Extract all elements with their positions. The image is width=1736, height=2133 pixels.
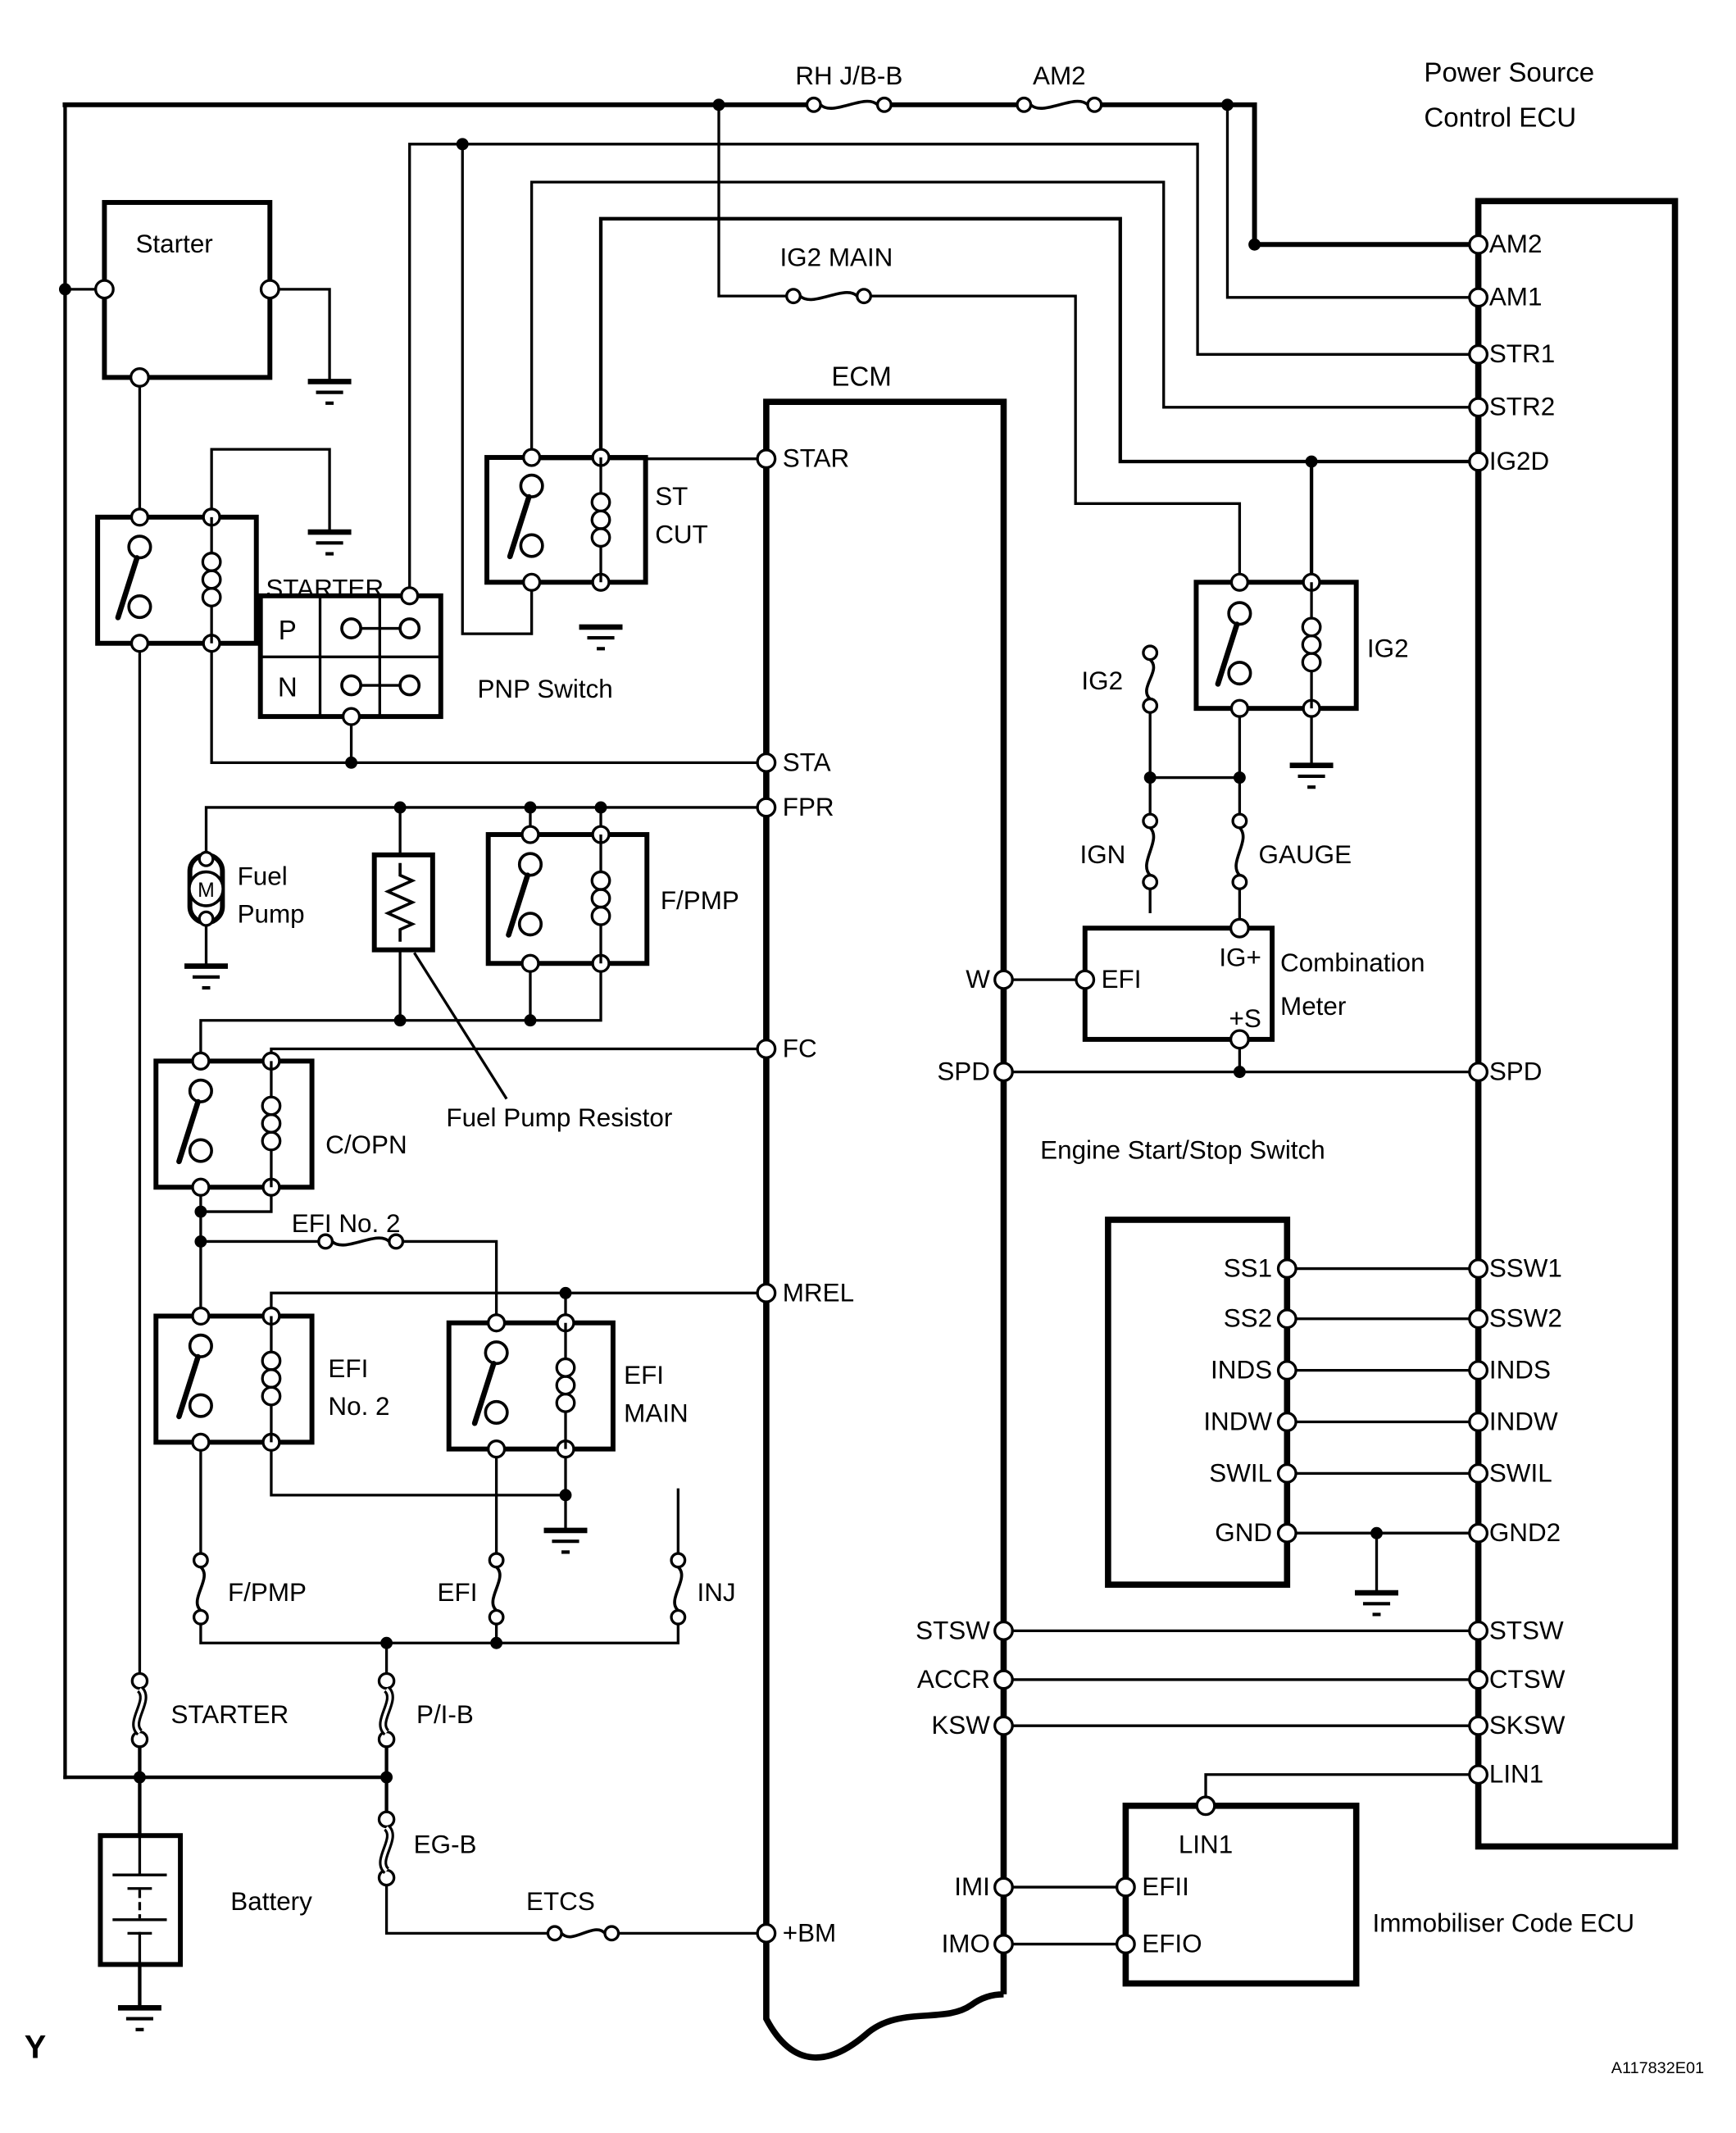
wire-engine-switch: [1287, 1269, 1478, 1590]
wire-ig2-main-feed: [719, 105, 1239, 582]
ecu-pin-am2: AM2: [1488, 230, 1543, 259]
fuel-pump-label-2: Pump: [237, 899, 305, 929]
ecm-pin-accr: ACCR: [916, 1664, 990, 1694]
fuse-f-pmp: [194, 1553, 307, 1624]
st-cut-relay: [487, 449, 708, 590]
starter-relay-label: STARTER: [266, 574, 384, 603]
fuel-pump-label-1: Fuel: [237, 862, 288, 891]
ecm-pin-w: W: [966, 965, 990, 994]
ground-ig2-coil: [1290, 766, 1334, 787]
ecu-pin-lin1: LIN1: [1488, 1759, 1544, 1789]
ecm-pin-imo: IMO: [941, 1929, 990, 1958]
fuse-ig2: [1081, 646, 1157, 712]
ecm-pin-fc: FC: [782, 1034, 817, 1063]
efi-no2-relay: [156, 1308, 389, 1451]
resistor-pointer-line: [415, 954, 506, 1098]
ecu-pin-am1: AM1: [1488, 282, 1543, 312]
ig2-relay-label: IG2: [1366, 634, 1409, 663]
fuse-efi-label: EFI: [437, 1577, 478, 1607]
fuse-am2: [1017, 61, 1102, 111]
switch-pin-gnd: GND: [1215, 1518, 1273, 1548]
fuse-f-pmp-label: F/PMP: [227, 1577, 307, 1607]
junction-dots: [59, 98, 1383, 1783]
ecm-title: ECM: [831, 362, 892, 393]
engine-switch-title: Engine Start/Stop Switch: [1040, 1135, 1325, 1165]
ground-engine-switch: [1355, 1593, 1398, 1614]
fusible-link-pib-label: P/I-B: [416, 1699, 474, 1729]
switch-pin-inds: INDS: [1211, 1355, 1273, 1385]
fuse-rh-jb-label: RH J/B-B: [795, 61, 903, 91]
wire-am1-branch: [1227, 105, 1478, 298]
fuse-rh-jb: [795, 61, 902, 111]
ecu-pin-str2: STR2: [1488, 392, 1556, 421]
starter-box: [96, 202, 279, 386]
f-pmp-relay-label: F/PMP: [660, 886, 739, 916]
immo-pin-efio: EFIO: [1142, 1929, 1202, 1958]
immo-pin-lin1: LIN1: [1178, 1830, 1234, 1859]
wire-ig2-relay-output: [1150, 706, 1311, 928]
ecm-box: [766, 362, 1004, 2058]
fuel-pump-resistor-label: Fuel Pump Resistor: [446, 1103, 673, 1132]
fusible-link-pib: [379, 1673, 473, 1746]
ecm-pin-imi: IMI: [954, 1872, 990, 1902]
immobiliser-box: [1117, 1797, 1634, 1984]
pnp-switch: [261, 588, 613, 725]
fusible-link-starter: [132, 1673, 289, 1746]
efi-main-relay-label-2: MAIN: [624, 1399, 688, 1428]
pnp-switch-label: PNP Switch: [477, 674, 613, 703]
immo-pin-efii: EFII: [1142, 1872, 1189, 1902]
ecm-pin-fpr: FPR: [782, 792, 834, 821]
st-cut-relay-label-2: CUT: [655, 520, 708, 549]
ground-starter-motor: [308, 381, 352, 402]
fuse-ign: [1080, 814, 1157, 889]
ecu-pin-ssw1: SSW1: [1488, 1253, 1562, 1283]
ecu-pin-ssw2: SSW2: [1488, 1303, 1562, 1333]
ecu-pin-ctsw: CTSW: [1488, 1664, 1566, 1694]
fuse-gauge: [1233, 814, 1352, 889]
ecm-pin-spd: SPD: [937, 1057, 990, 1086]
ecu-pin-stsw: STSW: [1488, 1616, 1564, 1645]
engine-start-stop-switch: [1040, 1136, 1325, 1585]
c-opn-relay: [156, 1053, 407, 1195]
power-ecu-title-1: Power Source: [1424, 57, 1595, 89]
ecu-pin-swil: SWIL: [1488, 1458, 1552, 1488]
c-opn-relay-label: C/OPN: [325, 1130, 407, 1159]
switch-pin-indw: INDW: [1203, 1407, 1273, 1436]
page-marker: Y: [24, 2029, 47, 2066]
wire-copn-chain: [201, 1187, 497, 1322]
meter-pin-efi: EFI: [1101, 965, 1142, 994]
ecu-pin-indw: INDW: [1488, 1407, 1558, 1436]
ecu-pin-ig2d: IG2D: [1488, 446, 1550, 475]
combination-meter: [1076, 919, 1425, 1048]
combination-meter-label-1: Combination: [1280, 948, 1425, 978]
fusible-link-egb-label: EG-B: [413, 1830, 477, 1859]
switch-pin-swil: SWIL: [1209, 1458, 1273, 1488]
ecm-pin-mrel: MREL: [782, 1278, 855, 1308]
meter-pin-ig-plus: IG+: [1219, 943, 1261, 972]
power-ecu-box: [1424, 58, 1675, 1847]
pnp-p-label: P: [278, 615, 297, 646]
battery: [100, 1835, 312, 1964]
fusible-link-egb: [379, 1812, 476, 1885]
efi-no2-relay-label-2: No. 2: [328, 1392, 390, 1421]
wire-fc-bus: [201, 963, 766, 1061]
fuse-inj: [671, 1553, 736, 1624]
efi-main-relay: [449, 1315, 688, 1458]
ecm-pins: [757, 444, 1012, 1958]
ecu-pin-gnd2: GND2: [1488, 1518, 1561, 1548]
ground-starter-relay-coil: [308, 532, 352, 553]
ecm-pin-star: STAR: [782, 443, 850, 473]
ecm-pin-ksw: KSW: [931, 1711, 990, 1740]
ecm-pin-sta: STA: [782, 748, 831, 777]
fuse-ig2-main-label: IG2 MAIN: [779, 243, 893, 272]
meter-pin-s-plus: +S: [1229, 1004, 1261, 1034]
fuse-efi: [438, 1553, 503, 1624]
fuse-ig2-label: IG2: [1081, 666, 1124, 695]
switch-pin-ss1: SS1: [1223, 1253, 1273, 1283]
ground-st-cut-coil: [579, 627, 623, 648]
fusible-link-starter-label: STARTER: [170, 1699, 289, 1729]
f-pmp-relay: [489, 826, 739, 971]
fuse-inj-label: INJ: [697, 1577, 736, 1607]
starter-label: Starter: [135, 230, 213, 259]
fuse-gauge-label: GAUGE: [1258, 839, 1352, 869]
fuse-efi-no2-label: EFI No. 2: [291, 1208, 401, 1238]
ecu-pin-sksw: SKSW: [1488, 1711, 1566, 1740]
doc-code: A117832E01: [1611, 2058, 1705, 2077]
wire-ig2d-line: [601, 219, 1479, 582]
immobiliser-title: Immobiliser Code ECU: [1372, 1908, 1635, 1938]
pnp-n-label: N: [277, 672, 298, 703]
ground-battery: [118, 2008, 161, 2029]
ecu-pin-str1: STR1: [1488, 339, 1556, 369]
wire-fuse-bus: [201, 1617, 678, 1681]
battery-label: Battery: [230, 1887, 312, 1917]
efi-no2-relay-label-1: EFI: [328, 1353, 369, 1383]
fuse-ign-label: IGN: [1079, 839, 1126, 869]
power-ecu-title-2: Control ECU: [1424, 102, 1577, 134]
fuse-am2-label: AM2: [1033, 61, 1086, 91]
ecu-pin-inds: INDS: [1488, 1355, 1551, 1385]
motor-m-label: M: [198, 880, 215, 903]
fuse-ig2-main: [779, 243, 893, 303]
ground-fuel-pump: [184, 966, 228, 988]
wire-ecm-to-ecu: [1003, 1630, 1478, 1944]
wire-mrel-line: [271, 1293, 766, 1322]
ground-efi-main-coil: [544, 1530, 588, 1552]
efi-main-relay-label-1: EFI: [624, 1361, 665, 1390]
st-cut-relay-label-1: ST: [655, 481, 688, 511]
ecu-pin-spd: SPD: [1488, 1057, 1543, 1086]
ecm-pin-bm: +BM: [782, 1918, 837, 1948]
ig2-relay: [1196, 574, 1408, 716]
ecm-pin-stsw: STSW: [916, 1616, 990, 1645]
fuel-pump: [189, 853, 305, 929]
fuse-etcs-label: ETCS: [526, 1887, 595, 1917]
combination-meter-label-2: Meter: [1280, 992, 1347, 1021]
wire-below-efi-relays: [201, 1442, 678, 1560]
power-ecu-pins: [1470, 230, 1566, 1788]
switch-pin-ss2: SS2: [1223, 1303, 1273, 1333]
